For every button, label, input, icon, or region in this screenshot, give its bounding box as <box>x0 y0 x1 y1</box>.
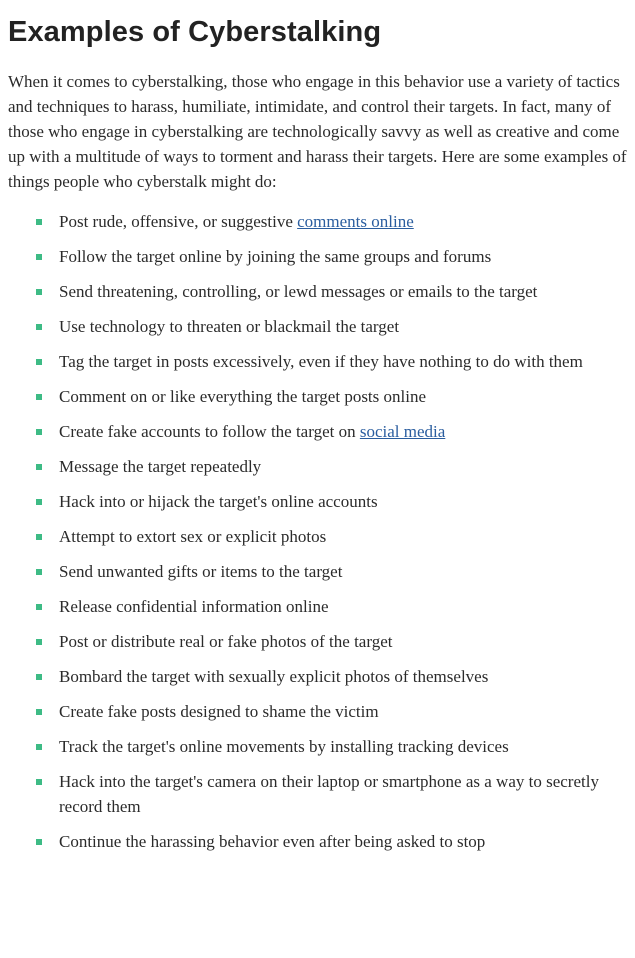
list-item: Post or distribute real or fake photos of the target <box>8 629 628 654</box>
bullet-icon <box>36 429 42 435</box>
bullet-icon <box>36 394 42 400</box>
intro-paragraph: When it comes to cyberstalking, those who engage in this behavior use a variety of tactics and techniques to harass, humiliate, intimidate, and control their targets. In fact, many of those who engage in cyberstalking are technologically savvy as well as creative and come up with a multitude of ways to torment and harass their targets. Here are some examples of things people who cyberstalk might do: <box>8 72 627 191</box>
bullet-icon <box>36 569 42 575</box>
bullet-icon <box>36 709 42 715</box>
bullet-icon <box>36 359 42 365</box>
list-item: Release confidential information online <box>8 594 628 619</box>
list-item: Send unwanted gifts or items to the target <box>8 559 628 584</box>
list-item: Hack into or hijack the target's online accounts <box>8 489 628 514</box>
list-item: Bombard the target with sexually explicit photos of themselves <box>8 664 628 689</box>
list-item: Post rude, offensive, or suggestive comments online <box>8 209 628 234</box>
list-item: Track the target's online movements by installing tracking devices <box>8 734 628 759</box>
bullet-icon <box>36 839 42 845</box>
bullet-icon <box>36 744 42 750</box>
bullet-icon <box>36 324 42 330</box>
article <box>8 0 628 864</box>
list-item: Follow the target online by joining the same groups and forums <box>8 244 628 269</box>
bullet-icon <box>36 604 42 610</box>
list-item: Attempt to extort sex or explicit photos <box>8 524 628 549</box>
social-media-link[interactable]: social media <box>359 422 446 441</box>
list-item: Send threatening, controlling, or lewd messages or emails to the target <box>8 279 628 304</box>
list-item: Create fake accounts to follow the target on social media <box>8 419 628 444</box>
bullet-icon <box>36 499 42 505</box>
bullet-icon <box>36 289 42 295</box>
list-item: Hack into the target's camera on their laptop or smartphone as a way to secretly record them <box>8 769 628 819</box>
bullet-icon <box>36 674 42 680</box>
bullet-icon <box>36 219 42 225</box>
page-title: Examples of Cyberstalking <box>8 16 382 48</box>
bullet-icon <box>36 779 42 785</box>
comments-online-link[interactable]: comments online <box>297 212 414 231</box>
bullet-icon <box>36 254 42 260</box>
list-item: Comment on or like everything the target posts online <box>8 384 628 409</box>
bullet-icon <box>36 464 42 470</box>
list-item: Continue the harassing behavior even after being asked to stop <box>8 829 628 854</box>
list-item: Create fake posts designed to shame the victim <box>8 699 628 724</box>
list-item: Tag the target in posts excessively, even if they have nothing to do with them <box>8 349 628 374</box>
list-item: Message the target repeatedly <box>8 454 628 479</box>
examples-list <box>8 209 628 854</box>
bullet-icon <box>36 534 42 540</box>
list-item: Use technology to threaten or blackmail the target <box>8 314 628 339</box>
bullet-icon <box>36 639 42 645</box>
